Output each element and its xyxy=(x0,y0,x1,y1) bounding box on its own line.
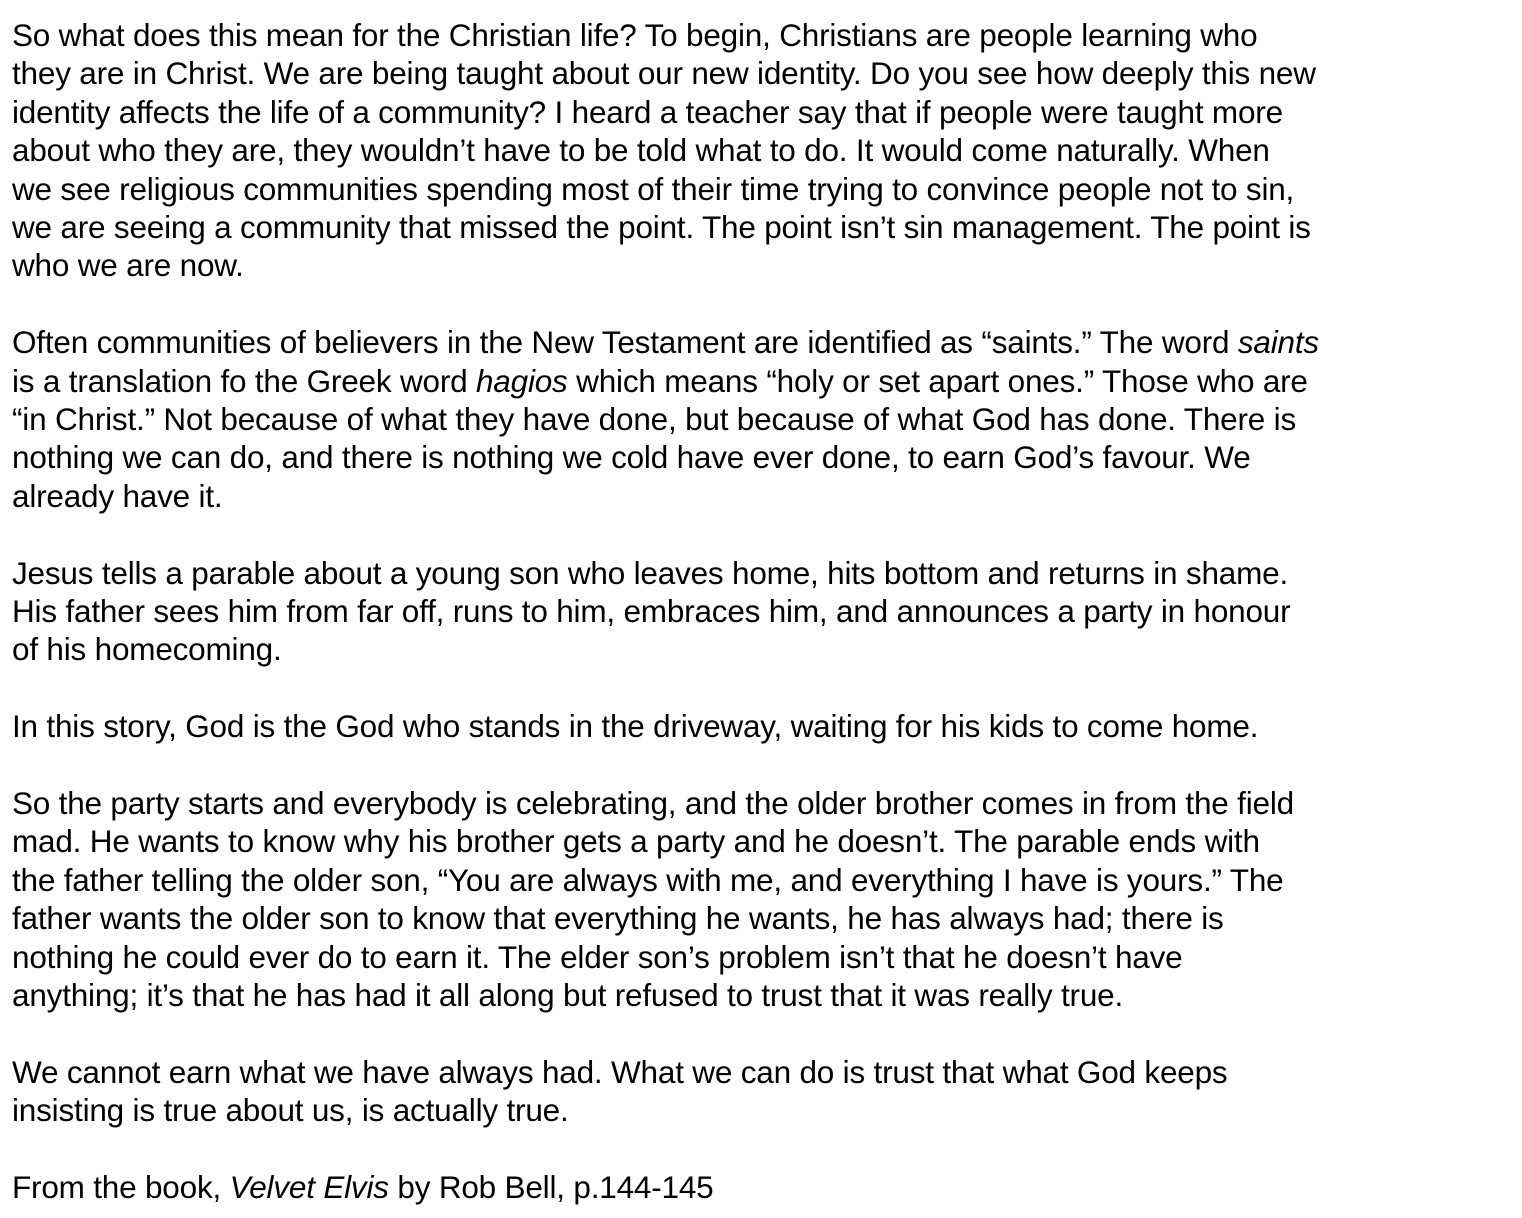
text-line xyxy=(12,323,1504,361)
text-line: we see religious communities spending most of their time trying to convince people not to sin, xyxy=(12,170,1295,207)
text-line xyxy=(12,1168,1504,1206)
citation-prefix: From the book, xyxy=(12,1169,230,1206)
text-line: insisting is true about us, is actually true. xyxy=(12,1092,569,1129)
paragraph-saints xyxy=(12,323,1504,515)
text-line: nothing we can do, and there is nothing we cold have ever done, to earn God’s favour. We xyxy=(12,439,1251,476)
book-title: Velvet Elvis xyxy=(229,1169,389,1206)
text-line: His father sees him from far off, runs to him, embraces him, and announces a party in honour xyxy=(12,593,1291,630)
text-line: father wants the older son to know that everything he wants, he has always had; there is xyxy=(12,900,1224,937)
text-line: anything; it’s that he has had it all along but refused to trust that it was really true. xyxy=(12,977,1124,1014)
text-line: we are seeing a community that missed the point. The point isn’t sin management. The point is xyxy=(12,209,1311,246)
text-line: In this story, God is the God who stands in the driveway, waiting for his kids to come home. xyxy=(12,708,1259,745)
text-run: is a translation fo the Greek word xyxy=(12,362,476,399)
text-line: the father telling the older son, “You are always with me, and everything I have is yours.” The xyxy=(12,861,1284,898)
text-line: of his homecoming. xyxy=(12,631,282,668)
text-line: We cannot earn what we have always had. What we can do is trust that what God keeps xyxy=(12,1053,1228,1090)
paragraph-driveway xyxy=(12,707,1504,745)
text-line xyxy=(12,362,1504,400)
text-run: which means “holy or set apart ones.” Those who are xyxy=(567,362,1308,399)
paragraph-christian-identity xyxy=(12,16,1504,285)
text-line: So what does this mean for the Christian life? To begin, Christians are people learning who xyxy=(12,17,1258,53)
citation xyxy=(12,1168,1504,1206)
text-line: nothing he could ever do to earn it. The elder son’s problem isn’t that he doesn’t have xyxy=(12,938,1183,975)
paragraph-older-brother xyxy=(12,784,1504,1014)
text-line: mad. He wants to know why his brother gets a party and he doesn’t. The parable ends with xyxy=(12,823,1260,860)
text-line: they are in Christ. We are being taught about our new identity. Do you see how deeply this new xyxy=(12,55,1316,92)
text-line: Jesus tells a parable about a young son who leaves home, hits bottom and returns in shame. xyxy=(12,554,1289,591)
citation-suffix: by Rob Bell, p.144-145 xyxy=(388,1169,714,1206)
text-line: already have it. xyxy=(12,477,223,514)
italic-term-hagios: hagios xyxy=(475,362,568,399)
text-line: So the party starts and everybody is celebrating, and the older brother comes in from the field xyxy=(12,785,1294,822)
italic-term-saints: saints xyxy=(1237,324,1319,361)
text-line: about who they are, they wouldn’t have to be told what to do. It would come naturally. When xyxy=(12,132,1270,169)
paragraph-trust xyxy=(12,1053,1504,1130)
text-run: Often communities of believers in the New Testament are identified as “saints.” The word xyxy=(12,324,1238,361)
paragraph-parable xyxy=(12,554,1504,669)
text-line: who we are now. xyxy=(12,247,244,284)
text-line: “in Christ.” Not because of what they have done, but because of what God has done. There is xyxy=(12,401,1296,438)
text-line: identity affects the life of a community? I heard a teacher say that if people were taught more xyxy=(12,93,1283,130)
